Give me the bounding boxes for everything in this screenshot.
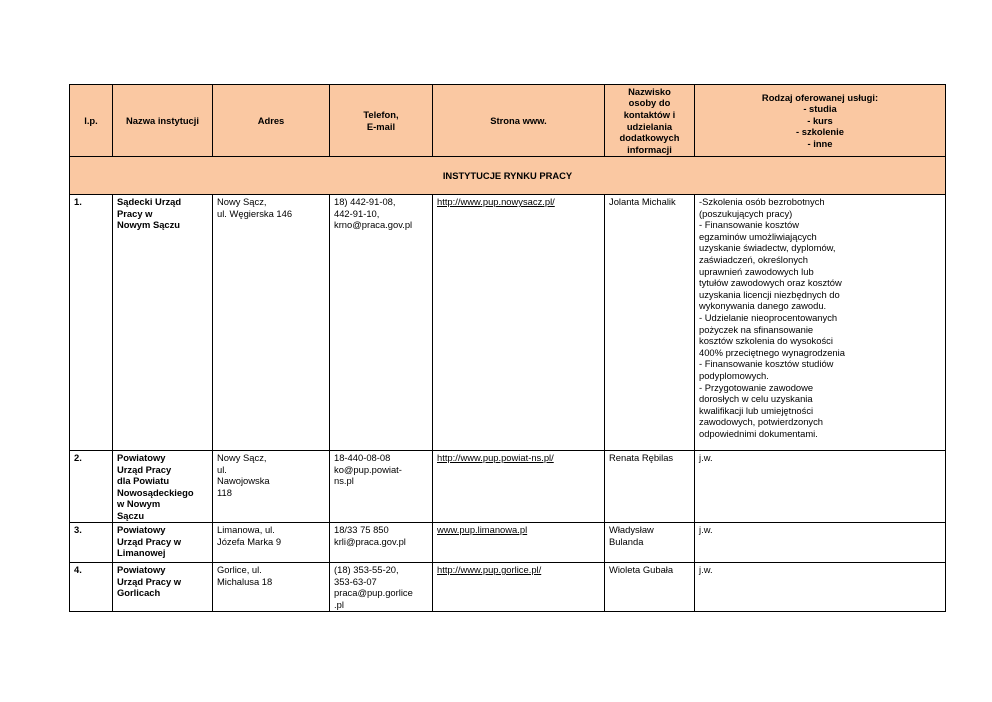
table-row (70, 195, 946, 451)
institution-address: Nowy Sącz, ul. Nawojowska 118 (213, 451, 330, 523)
institution-address: Gorlice, ul. Michalusa 18 (213, 563, 330, 612)
website-cell (433, 451, 605, 523)
table-row (70, 523, 946, 563)
table-row (70, 563, 946, 612)
header-rodzaj: Rodzaj oferowanej usługi: - studia - kurs - szkolenie - inne (695, 85, 946, 157)
contact-person: Renata Rębilas (605, 451, 695, 523)
header-lp: l.p. (70, 85, 113, 157)
website-cell (433, 195, 605, 451)
institution-phone-email: 18-440-08-08 ko@pup.powiat- ns.pl (330, 451, 433, 523)
service-description: j.w. (695, 451, 946, 523)
website-link[interactable]: http://www.pup.gorlice.pl/ (437, 564, 542, 575)
contact-person: Władysław Bulanda (605, 523, 695, 563)
header-strona: Strona www. (433, 85, 605, 157)
row-number: 4. (70, 563, 113, 612)
institution-name: Powiatowy Urząd Pracy dla Powiatu Nowosądeckiego w Nowym Sączu (113, 451, 213, 523)
header-adres: Adres (213, 85, 330, 157)
header-telefon: Telefon, E-mail (330, 85, 433, 157)
row-number: 2. (70, 451, 113, 523)
website-link[interactable]: http://www.pup.nowysacz.pl/ (437, 196, 555, 207)
contact-person: Wioleta Gubała (605, 563, 695, 612)
institution-name: Powiatowy Urząd Pracy w Gorlicach (113, 563, 213, 612)
header-nazwa: Nazwa instytucji (113, 85, 213, 157)
website-link[interactable]: www.pup.limanowa.pl (437, 524, 528, 535)
header-osoba: Nazwisko osoby do kontaktów i udzielania dodatkowych informacji (605, 85, 695, 157)
service-description: j.w. (695, 563, 946, 612)
section-row (70, 157, 946, 195)
institutions-table (69, 84, 946, 612)
institution-address: Nowy Sącz, ul. Węgierska 146 (213, 195, 330, 451)
service-description: -Szkolenia osób bezrobotnych (poszukujących pracy) - Finansowanie kosztów egzaminów umożliwiających uzyskanie świadectw, dyplomów, zaświadczeń, określonych uprawnień zawodowych lub tytułów zawodowych oraz kosztów uzyskania licencji niezbędnych do wykonywania danego zawodu. - Udzielanie nieoprocentowanych pożyczek na sfinansowanie kosztów szkolenia do wysokości 400% przeciętnego wynagrodzenia - Finansowanie kosztów studiów podyplomowych. - Przygotowanie zawodowe dorosłych w celu uzyskania kwalifikacji lub umiejętności zawodowych, potwierdzonych odpowiednimi dokumentami. (695, 195, 946, 451)
service-description: j.w. (695, 523, 946, 563)
website-cell (433, 563, 605, 612)
website-link[interactable]: http://www.pup.powiat-ns.pl/ (437, 452, 554, 463)
table-row (70, 451, 946, 523)
institution-address: Limanowa, ul. Józefa Marka 9 (213, 523, 330, 563)
institution-phone-email: 18) 442-91-08, 442-91-10, krno@praca.gov.pl (330, 195, 433, 451)
contact-person: Jolanta Michalik (605, 195, 695, 451)
header-row (70, 85, 946, 157)
row-number: 3. (70, 523, 113, 563)
institution-phone-email: (18) 353-55-20, 353-63-07 praca@pup.gorlice .pl (330, 563, 433, 612)
website-cell (433, 523, 605, 563)
institution-name: Powiatowy Urząd Pracy w Limanowej (113, 523, 213, 563)
institution-phone-email: 18/33 75 850 krli@praca.gov.pl (330, 523, 433, 563)
institution-name: Sądecki Urząd Pracy w Nowym Sączu (113, 195, 213, 451)
row-number: 1. (70, 195, 113, 451)
section-title: INSTYTUCJE RYNKU PRACY (70, 157, 946, 195)
